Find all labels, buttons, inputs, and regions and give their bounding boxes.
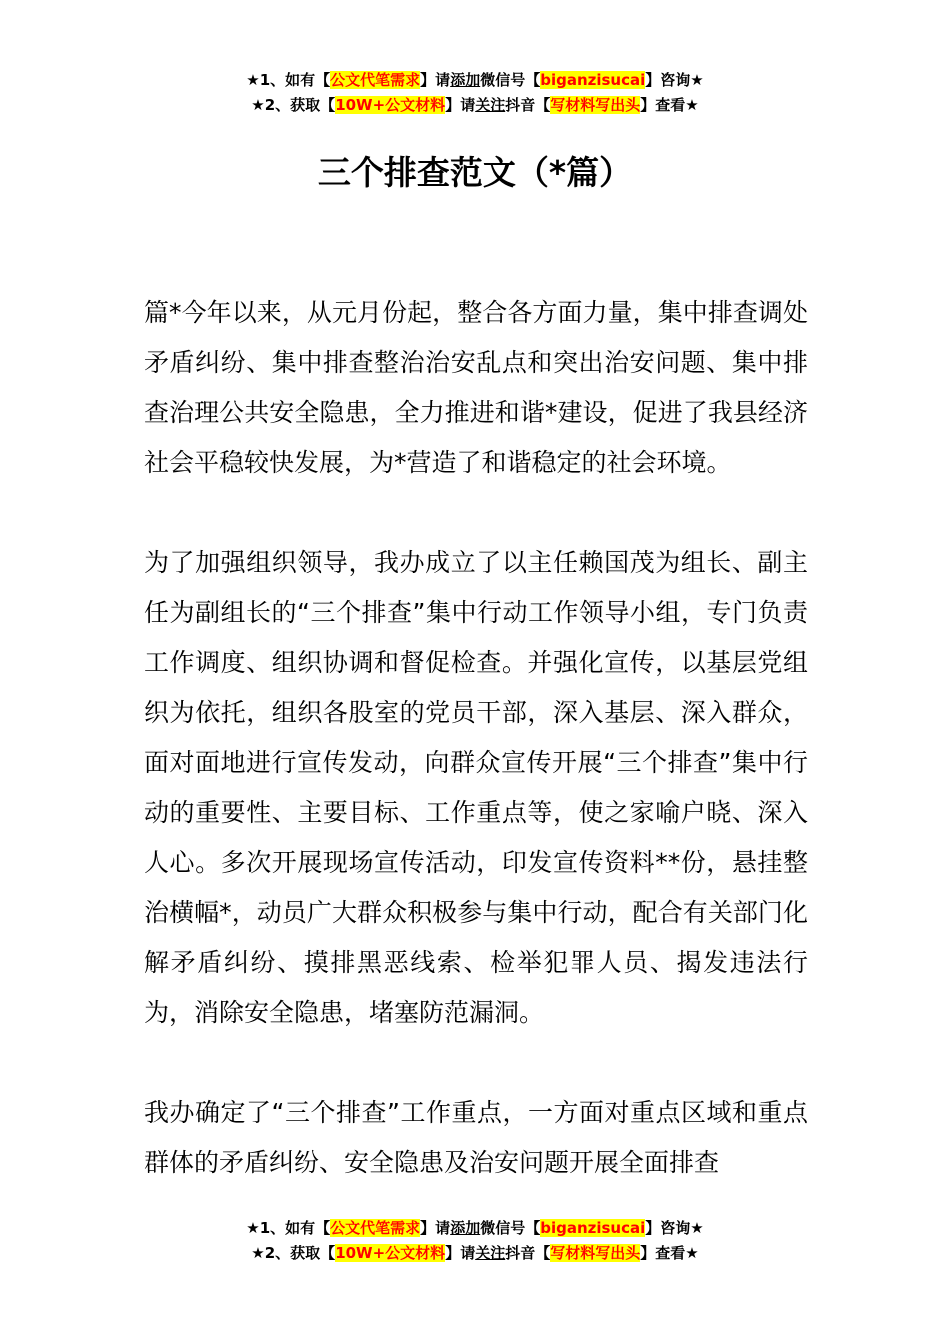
banner-text: 】咨询★	[645, 1219, 704, 1237]
banner-line-2	[0, 1241, 950, 1266]
highlight-service: 公文代笔需求	[330, 71, 421, 89]
document-title: 三个排查范文（*篇）	[317, 153, 633, 192]
highlight-douyin-id: 写材料写出头	[550, 1244, 641, 1262]
banner-text: ★2、获取【	[251, 96, 336, 114]
document-body	[144, 288, 808, 1238]
paragraph: 为了加强组织领导，我办成立了以主任赖国茂为组长、副主任为副组长的“三个排查”集中行动工作领导小组，专门负责工作调度、组织协调和督促检查。并强化宣传，以基层党组织为依托，组织各股室的党员干部，深入基层、深入群众，面对面地进行宣传发动，向群众宣传开展“三个排查”集中行动的重要性、主要目标、工作重点等，使之家喻户晓、深入人心。多次开展现场宣传活动，印发宣传资料**份，悬挂整治横幅*，动员广大群众积极参与集中行动，配合有关部门化解矛盾纠纷、摸排黑恶线索、检举犯罪人员、揭发违法行为，消除安全隐患，堵塞防范漏洞。	[144, 548, 808, 1027]
banner-text: 】咨询★	[645, 71, 704, 89]
banner-text: 】查看★	[640, 1244, 699, 1262]
banner-line-2	[0, 93, 950, 118]
banner-underlined: 添加	[450, 1219, 481, 1237]
banner-text: 】请	[445, 1244, 476, 1262]
banner-line-1	[0, 1216, 950, 1241]
banner-text: 微信号【	[480, 1219, 541, 1237]
banner-text: 】请	[445, 96, 476, 114]
banner-underlined: 关注	[475, 96, 506, 114]
highlight-wechat-id: biganzisucai	[540, 71, 646, 89]
header-banner	[0, 68, 950, 118]
banner-text: 】请	[420, 71, 451, 89]
banner-underlined: 关注	[475, 1244, 506, 1262]
highlight-wechat-id: biganzisucai	[540, 1219, 646, 1237]
banner-text: 】查看★	[640, 96, 699, 114]
banner-text: 】请	[420, 1219, 451, 1237]
highlight-materials: 10W+公文材料	[335, 96, 446, 114]
banner-line-1	[0, 68, 950, 93]
highlight-douyin-id: 写材料写出头	[550, 96, 641, 114]
banner-text: ★1、如有【	[246, 71, 331, 89]
banner-text: 抖音【	[505, 1244, 551, 1262]
footer-banner	[0, 1216, 950, 1266]
banner-text: ★2、获取【	[251, 1244, 336, 1262]
highlight-service: 公文代笔需求	[330, 1219, 421, 1237]
banner-text: 微信号【	[480, 71, 541, 89]
paragraph: 篇*今年以来，从元月份起，整合各方面力量，集中排查调处矛盾纠纷、集中排查整治治安乱点和突出治安问题、集中排查治理公共安全隐患，全力推进和谐*建设，促进了我县经济社会平稳较快发展，为*营造了和谐稳定的社会环境。	[144, 298, 808, 477]
paragraph: 我办确定了“三个排查”工作重点，一方面对重点区域和重点群体的矛盾纠纷、安全隐患及治安问题开展全面排查	[144, 1098, 808, 1177]
banner-text: 抖音【	[505, 96, 551, 114]
highlight-materials: 10W+公文材料	[335, 1244, 446, 1262]
banner-text: ★1、如有【	[246, 1219, 331, 1237]
banner-underlined: 添加	[450, 71, 481, 89]
